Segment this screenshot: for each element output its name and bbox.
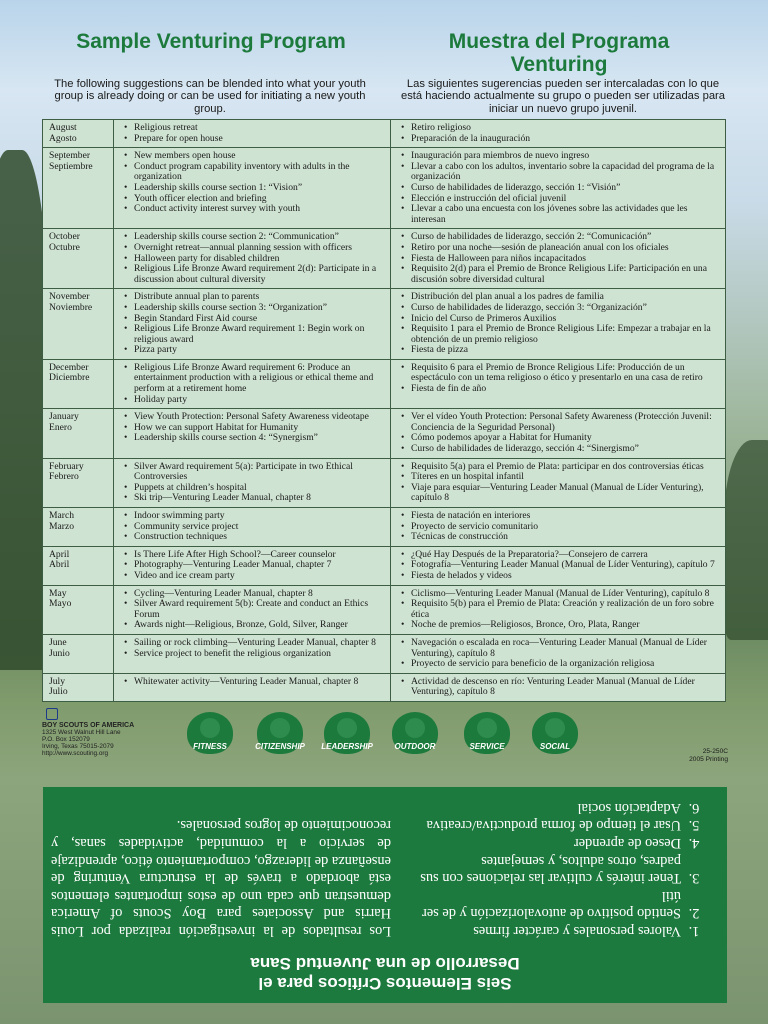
activity-item: • View Youth Protection: Personal Safety Awareness videotape xyxy=(134,412,386,423)
service-logo: SERVICE xyxy=(464,712,510,754)
activity-item: • Ver el vídeo Youth Protection: Personal Safety Awareness (Protección Juvenil: Conciencia de la Seguridad Personal) xyxy=(411,412,721,433)
panel-title-line: Seis Elementos Críticos para el xyxy=(258,974,512,993)
month-es: Noviembre xyxy=(49,301,93,313)
activity-item: • Retiro por una noche—sesión de planeación anual con los oficiales xyxy=(411,243,721,254)
month-cell xyxy=(43,673,114,701)
activity-item: • Curso de habilidades de liderazgo, sección 3: “Organización” xyxy=(411,303,721,314)
activity-item: • Técnicas de construcción xyxy=(411,532,721,543)
activity-item: • Halloween party for disabled children xyxy=(134,254,386,265)
activity-item: • Noche de premios—Religiosos, Bronce, Oro, Plata, Ranger xyxy=(411,620,721,631)
month-cell xyxy=(43,546,114,585)
upside-down-panel xyxy=(43,787,727,1003)
bsa-address-line: P.O. Box 152079 xyxy=(42,736,90,743)
critical-element-item: 5. Usar el tiempo de forma productiva/creativa xyxy=(407,816,685,834)
activity-item: • Curso de habilidades de liderazgo, sección 1: “Visión” xyxy=(411,183,721,194)
outdoor-logo: OUTDOOR xyxy=(392,712,438,754)
activities-es xyxy=(391,359,726,408)
activity-item: • ¿Qué Hay Después de la Preparatoria?—Consejero de carrera xyxy=(411,550,721,561)
activities-en xyxy=(114,546,391,585)
activity-item: • Religious Life Bronze Award requirement 6: Produce an entertainment production with a religious or ethical theme and perform at a retirement home xyxy=(134,363,386,395)
page-title-es: Muestra del Programa Venturing xyxy=(448,30,670,76)
activities-es xyxy=(391,289,726,360)
activity-item: • Leadership skills course section 2: “Communication” xyxy=(134,232,386,243)
activity-item: • Requisito 1 para el Premio de Bronce Religious Life: Empezar a trabajar en la obtención de un premio religioso xyxy=(411,324,721,345)
activity-item: • Awards night—Religious, Bronze, Gold, Silver, Ranger xyxy=(134,620,386,631)
month-en: October xyxy=(49,231,80,243)
activity-item: • Prepare for open house xyxy=(134,134,386,145)
activities-en xyxy=(114,148,391,229)
activity-item: • Inauguración para miembros de nuevo ingreso xyxy=(411,151,721,162)
activity-item: • Is There Life After High School?—Career counselor xyxy=(134,550,386,561)
bsa-address xyxy=(42,708,134,757)
activities-en xyxy=(114,458,391,507)
activity-item: • Photography—Venturing Leader Manual, chapter 7 xyxy=(134,560,386,571)
tree-right xyxy=(724,440,768,640)
publication-code xyxy=(689,748,728,763)
month-en: April xyxy=(49,548,70,560)
month-cell xyxy=(43,508,114,547)
month-cell xyxy=(43,120,114,148)
month-es: Abril xyxy=(49,559,70,571)
schedule-row xyxy=(43,546,726,585)
month-es: Septiembre xyxy=(49,160,93,172)
citizenship-logo: CITIZENSHIP xyxy=(257,712,303,754)
month-en: February xyxy=(49,460,84,472)
activities-en xyxy=(114,673,391,701)
activities-en xyxy=(114,508,391,547)
month-cell xyxy=(43,289,114,360)
activity-item: • Actividad de descenso en río: Venturing Leader Manual (Manual de Líder Venturing), capítulo 8 xyxy=(411,677,721,698)
activity-item: • Proyecto de servicio para beneficio de la organización religiosa xyxy=(411,659,721,670)
activity-item: • Requisito 2(d) para el Premio de Bronce Religious Life: Participación en una discusión sobre diversidad cultural xyxy=(411,264,721,285)
month-cell xyxy=(43,585,114,634)
activity-item: • Video and ice cream party xyxy=(134,571,386,582)
activities-es xyxy=(391,120,726,148)
activity-item: • Ski trip—Venturing Leader Manual, chapter 8 xyxy=(134,493,386,504)
activity-item: • Elección e instrucción del oficial juvenil xyxy=(411,194,721,205)
month-cell xyxy=(43,229,114,289)
schedule-row xyxy=(43,634,726,673)
activity-item: • Conduct activity interest survey with youth xyxy=(134,204,386,215)
schedule-row xyxy=(43,148,726,229)
activity-item: • Viaje para esquiar—Venturing Leader Manual (Manual de Líder Venturing), capítulo 8 xyxy=(411,483,721,504)
month-es: Marzo xyxy=(49,520,75,532)
panel-title-line: Desarrollo de una Juventud Sana xyxy=(250,954,520,973)
month-en: March xyxy=(49,510,75,521)
activity-item: • Begin Standard First Aid course xyxy=(134,314,386,325)
activity-item: • Requisito 5(a) para el Premio de Plata: participar en dos controversias éticas xyxy=(411,462,721,473)
activity-item: • Retiro religioso xyxy=(411,123,721,134)
social-logo: SOCIAL xyxy=(532,712,578,754)
activity-item: • Holiday party xyxy=(134,395,386,406)
activity-item: • New members open house xyxy=(134,151,386,162)
activity-item: • Community service project xyxy=(134,522,386,533)
schedule-row xyxy=(43,508,726,547)
activity-item: • Ciclismo—Venturing Leader Manual (Manual de Líder Venturing), capítulo 8 xyxy=(411,589,721,600)
bsa-url: http://www.scouting.org xyxy=(42,750,109,757)
schedule-table xyxy=(42,119,726,702)
activities-es xyxy=(391,458,726,507)
activity-item: • Inicio del Curso de Primeros Auxilios xyxy=(411,314,721,325)
activity-item: • Leadership skills course section 3: “Organization” xyxy=(134,303,386,314)
activities-en xyxy=(114,289,391,360)
activities-en xyxy=(114,120,391,148)
activity-item: • How we can support Habitat for Humanity xyxy=(134,423,386,434)
activity-item: • Requisito 5(b) para el Premio de Plata: Creación y realización de un foro sobre ética xyxy=(411,599,721,620)
activity-item: • Fiesta de natación en interiores xyxy=(411,511,721,522)
activities-en xyxy=(114,634,391,673)
activity-item: • Fiesta de fin de año xyxy=(411,384,721,395)
activity-item: • Fotografía—Venturing Leader Manual (Manual de Líder Venturing), capítulo 7 xyxy=(411,560,721,571)
month-cell xyxy=(43,458,114,507)
activity-item: • Silver Award requirement 5(a): Participate in two Ethical Controversies xyxy=(134,462,386,483)
activity-item: • Fiesta de pizza xyxy=(411,345,721,356)
month-cell xyxy=(43,148,114,229)
month-en: December xyxy=(49,361,89,373)
bsa-address-line: 1325 West Walnut Hill Lane xyxy=(42,729,121,736)
activity-item: • Curso de habilidades de liderazgo, sección 2: “Comunicación” xyxy=(411,232,721,243)
month-cell xyxy=(43,409,114,458)
activity-item: • Preparación de la inauguración xyxy=(411,134,721,145)
critical-element-item: 6. Adaptación social xyxy=(407,798,685,816)
critical-element-item: 4. Deseo de aprender xyxy=(407,833,685,851)
activities-es xyxy=(391,585,726,634)
month-en: November xyxy=(49,291,90,303)
activity-item: • Puppets at children’s hospital xyxy=(134,483,386,494)
schedule-row xyxy=(43,409,726,458)
activities-es xyxy=(391,148,726,229)
critical-element-item: 2. Sentido positivo de autovalorización y de ser útil xyxy=(407,886,685,921)
activities-en xyxy=(114,229,391,289)
activity-item: • Overnight retreat—annual planning session with officers xyxy=(134,243,386,254)
activity-item: • Fiesta de helados y videos xyxy=(411,571,721,582)
activity-item: • Silver Award requirement 5(b): Create and conduct an Ethics Forum xyxy=(134,599,386,620)
intro-es: Las siguientes sugerencias pueden ser intercaladas con lo que está haciendo actualmente su grupo o pueden ser utilizadas para iniciar un nuevo grupo juvenil. xyxy=(400,78,726,115)
activity-item: • Pizza party xyxy=(134,345,386,356)
critical-element-item: 1. Valores personales y carácter firmes xyxy=(407,921,685,939)
intro-en: The following suggestions can be blended into what your youth group is already doing or can be used for initiating a new youth group. xyxy=(54,78,366,115)
activity-item: • Curso de habilidades de liderazgo, sección 4: “Sinergismo” xyxy=(411,444,721,455)
activity-item: • Sailing or rock climbing—Venturing Leader Manual, chapter 8 xyxy=(134,638,386,649)
activity-item: • Construction techniques xyxy=(134,532,386,543)
panel-list xyxy=(407,798,707,939)
bsa-emblem-icon xyxy=(46,708,58,720)
month-es: Julio xyxy=(49,686,68,698)
month-cell xyxy=(43,359,114,408)
month-es: Mayo xyxy=(49,598,72,610)
activity-item: • Cómo podemos apoyar a Habitat for Humanity xyxy=(411,433,721,444)
schedule-row xyxy=(43,120,726,148)
activity-item: • Whitewater activity—Venturing Leader Manual, chapter 8 xyxy=(134,677,386,688)
activities-es xyxy=(391,546,726,585)
activity-item: • Cycling—Venturing Leader Manual, chapter 8 xyxy=(134,589,386,600)
schedule-row xyxy=(43,229,726,289)
month-en: May xyxy=(49,587,67,599)
panel-title xyxy=(43,953,727,993)
leadership-logo: LEADERSHIP xyxy=(324,712,370,754)
month-es: Febrero xyxy=(49,471,79,483)
bsa-org-name: BOY SCOUTS OF AMERICA xyxy=(42,722,135,729)
activity-item: • Proyecto de servicio comunitario xyxy=(411,522,721,533)
footer xyxy=(42,708,728,770)
bsa-address-line: Irving, Texas 75015-2079 xyxy=(42,743,114,750)
activity-item: • Llevar a cabo una encuesta con los jóvenes sobre las actividades que les interesan xyxy=(411,204,721,225)
schedule-row xyxy=(43,458,726,507)
printing-year: 2005 Printing xyxy=(689,755,728,763)
schedule-row xyxy=(43,359,726,408)
activity-item: • Religious Life Bronze Award requirement 2(d): Participate in a discussion about cultural diversity xyxy=(134,264,386,285)
activity-item: • Requisito 6 para el Premio de Bronce Religious Life: Producción de un espectáculo con un tema religioso o ético y presentarlo en una casa de retiro xyxy=(411,363,721,384)
activity-item: • Religious Life Bronze Award requirement 1: Begin work on religious award xyxy=(134,324,386,345)
activities-es xyxy=(391,673,726,701)
activity-item: • Distribute annual plan to parents xyxy=(134,292,386,303)
month-es: Agosto xyxy=(49,132,77,144)
activities-es xyxy=(391,229,726,289)
month-es: Junio xyxy=(49,647,70,659)
activities-en xyxy=(114,359,391,408)
schedule-row xyxy=(43,585,726,634)
activities-en xyxy=(114,585,391,634)
activity-item: • Navegación o escalada en roca—Venturing Leader Manual (Manual de Líder Venturing), capítulo 8 xyxy=(411,638,721,659)
fitness-logo: FITNESS xyxy=(187,712,233,754)
activity-item: • Llevar a cabo con los adultos, inventario sobre la capacidad del programa de la organización xyxy=(411,162,721,183)
month-en: June xyxy=(49,636,67,648)
activity-item: • Indoor swimming party xyxy=(134,511,386,522)
activity-item: • Religious retreat xyxy=(134,123,386,134)
activities-es xyxy=(391,508,726,547)
activities-en xyxy=(114,409,391,458)
activity-item: • Conduct program capability inventory with adults in the organization xyxy=(134,162,386,183)
month-es: Diciembre xyxy=(49,372,90,384)
activity-item: • Service project to benefit the religious organization xyxy=(134,649,386,660)
month-cell xyxy=(43,634,114,673)
activity-item: • Leadership skills course section 1: “Vision” xyxy=(134,183,386,194)
activity-item: • Fiesta de Halloween para niños incapacitados xyxy=(411,254,721,265)
month-en: August xyxy=(49,122,77,133)
activity-item: • Youth officer election and briefing xyxy=(134,194,386,205)
code-number: 25-250C xyxy=(702,748,728,755)
critical-element-item: 3. Tener interés y cultivar las relaciones con sus padres, otros adultos, y semejantes xyxy=(407,851,685,886)
schedule-row xyxy=(43,673,726,701)
panel-paragraph: Los resultados de la investigación realizada por Louis Harris and Associates para Boy Scouts of America demuestran que cada uno de estos importantes elementos está abordado a través de la estructura Venturing de enseñanza de liderazgo, comportamiento ético, aprendizaje de servicio a la comunidad, actividades sanas, y reconocimiento de logros personales. xyxy=(50,817,391,939)
activity-item: • Leadership skills course section 4: “Synergism” xyxy=(134,433,386,444)
page-title-en: Sample Venturing Program xyxy=(76,30,346,53)
month-en: January xyxy=(49,411,79,423)
month-es: Enero xyxy=(49,421,72,433)
month-en: July xyxy=(49,675,65,687)
month-es: Octubre xyxy=(49,241,80,253)
schedule-row xyxy=(43,289,726,360)
activities-es xyxy=(391,409,726,458)
month-en: September xyxy=(49,150,91,162)
activity-item: • Distribución del plan anual a los padres de familia xyxy=(411,292,721,303)
activity-item: • Títeres en un hospital infantil xyxy=(411,472,721,483)
activities-es xyxy=(391,634,726,673)
